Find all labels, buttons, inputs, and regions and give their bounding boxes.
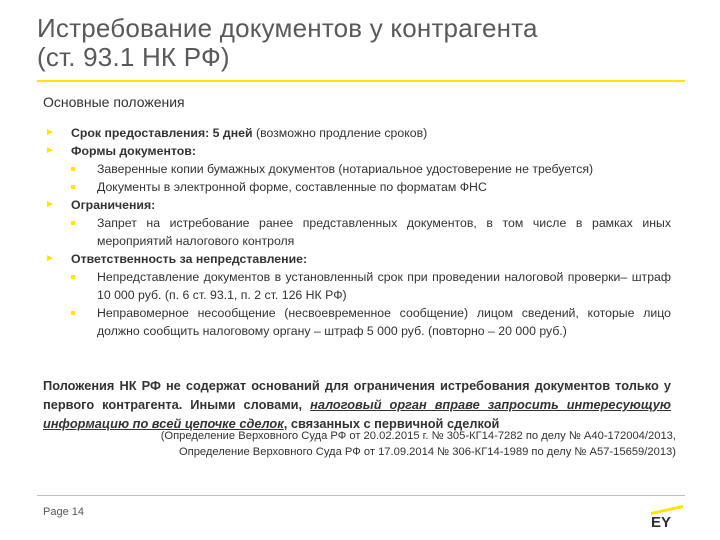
triangle-bullet-icon: ► (45, 127, 55, 138)
sub-item-text: Непредставление документов в установленный срок при проведении налоговой проверки– штраф 10 000 руб. (п. 6 ст. 93.1, п. 2 ст. 126 НК РФ) (97, 270, 671, 302)
conclusion-part-1: Положения НК РФ не содержат оснований для ограничения истребования документов только у первого контрагента. Иными словами, (43, 378, 671, 412)
footer-divider (37, 495, 685, 496)
conclusion-underlined: налоговый орган вправе запросить интересующую информацию по всей цепочке сделок (43, 397, 671, 431)
title-divider (37, 80, 685, 82)
square-bullet-icon (71, 167, 75, 171)
reference-line-1: (Определение Верховного Суда РФ от 20.02.2015 г. № 305-КГ14-7282 по делу № А40-172004/2013, (160, 430, 676, 442)
point-restrictions (43, 196, 671, 214)
reference-line-2: Определение Верховного Суда РФ от 17.09.2014 № 306-КГ14-1989 по делу № А57-15659/2013) (178, 446, 676, 458)
ey-logo-icon (649, 504, 685, 528)
sub-item (97, 268, 671, 304)
point-forms-bold: Формы документов: (71, 144, 196, 158)
sub-item (97, 178, 671, 196)
point-liability (43, 250, 671, 268)
point-restrictions-bold: Ограничения: (71, 198, 156, 212)
title-line-2: (ст. 93.1 НК РФ) (37, 42, 230, 72)
page-number: Page 14 (43, 506, 84, 518)
slide-title (37, 14, 697, 72)
sub-item-text: Документы в электронной форме, составленные по форматам ФНС (97, 180, 487, 194)
conclusion-paragraph (43, 376, 671, 433)
point-deadline (43, 124, 671, 142)
square-bullet-icon (71, 221, 75, 225)
section-subtitle: Основные положения (43, 94, 185, 110)
square-bullet-icon (71, 311, 75, 315)
key-points-list (43, 124, 671, 340)
point-deadline-bold: Срок предоставления: 5 дней (71, 126, 253, 140)
point-deadline-rest: (возможно продление сроков) (252, 126, 428, 140)
square-bullet-icon (71, 275, 75, 279)
point-liability-bold: Ответственность за непредставление: (71, 252, 308, 266)
court-references (56, 428, 676, 460)
conclusion-part-2: , связанных с первичной сделкой (283, 416, 500, 431)
triangle-bullet-icon: ► (45, 253, 55, 264)
title-line-1: Истребование документов у контрагента (37, 13, 538, 43)
sub-item-text: Заверенные копии бумажных документов (нотариальное удостоверение не требуется) (97, 162, 594, 176)
point-forms (43, 142, 671, 160)
square-bullet-icon (71, 185, 75, 189)
sub-item (97, 160, 671, 178)
sub-item (97, 304, 671, 340)
sub-item (97, 214, 671, 250)
sub-item-text: Запрет на истребование ранее представленных документов, в том числе в рамках иных мероприятий налогового контроля (97, 216, 671, 248)
logo-lettering: EY (651, 514, 672, 528)
sub-item-text: Неправомерное несообщение (несвоевременное сообщение) лицом сведений, которые лицо должно сообщить налоговому органу – штраф 5 000 руб. (повторно – 20 000 руб.) (97, 306, 671, 338)
triangle-bullet-icon: ► (45, 145, 55, 156)
triangle-bullet-icon: ► (45, 199, 55, 210)
